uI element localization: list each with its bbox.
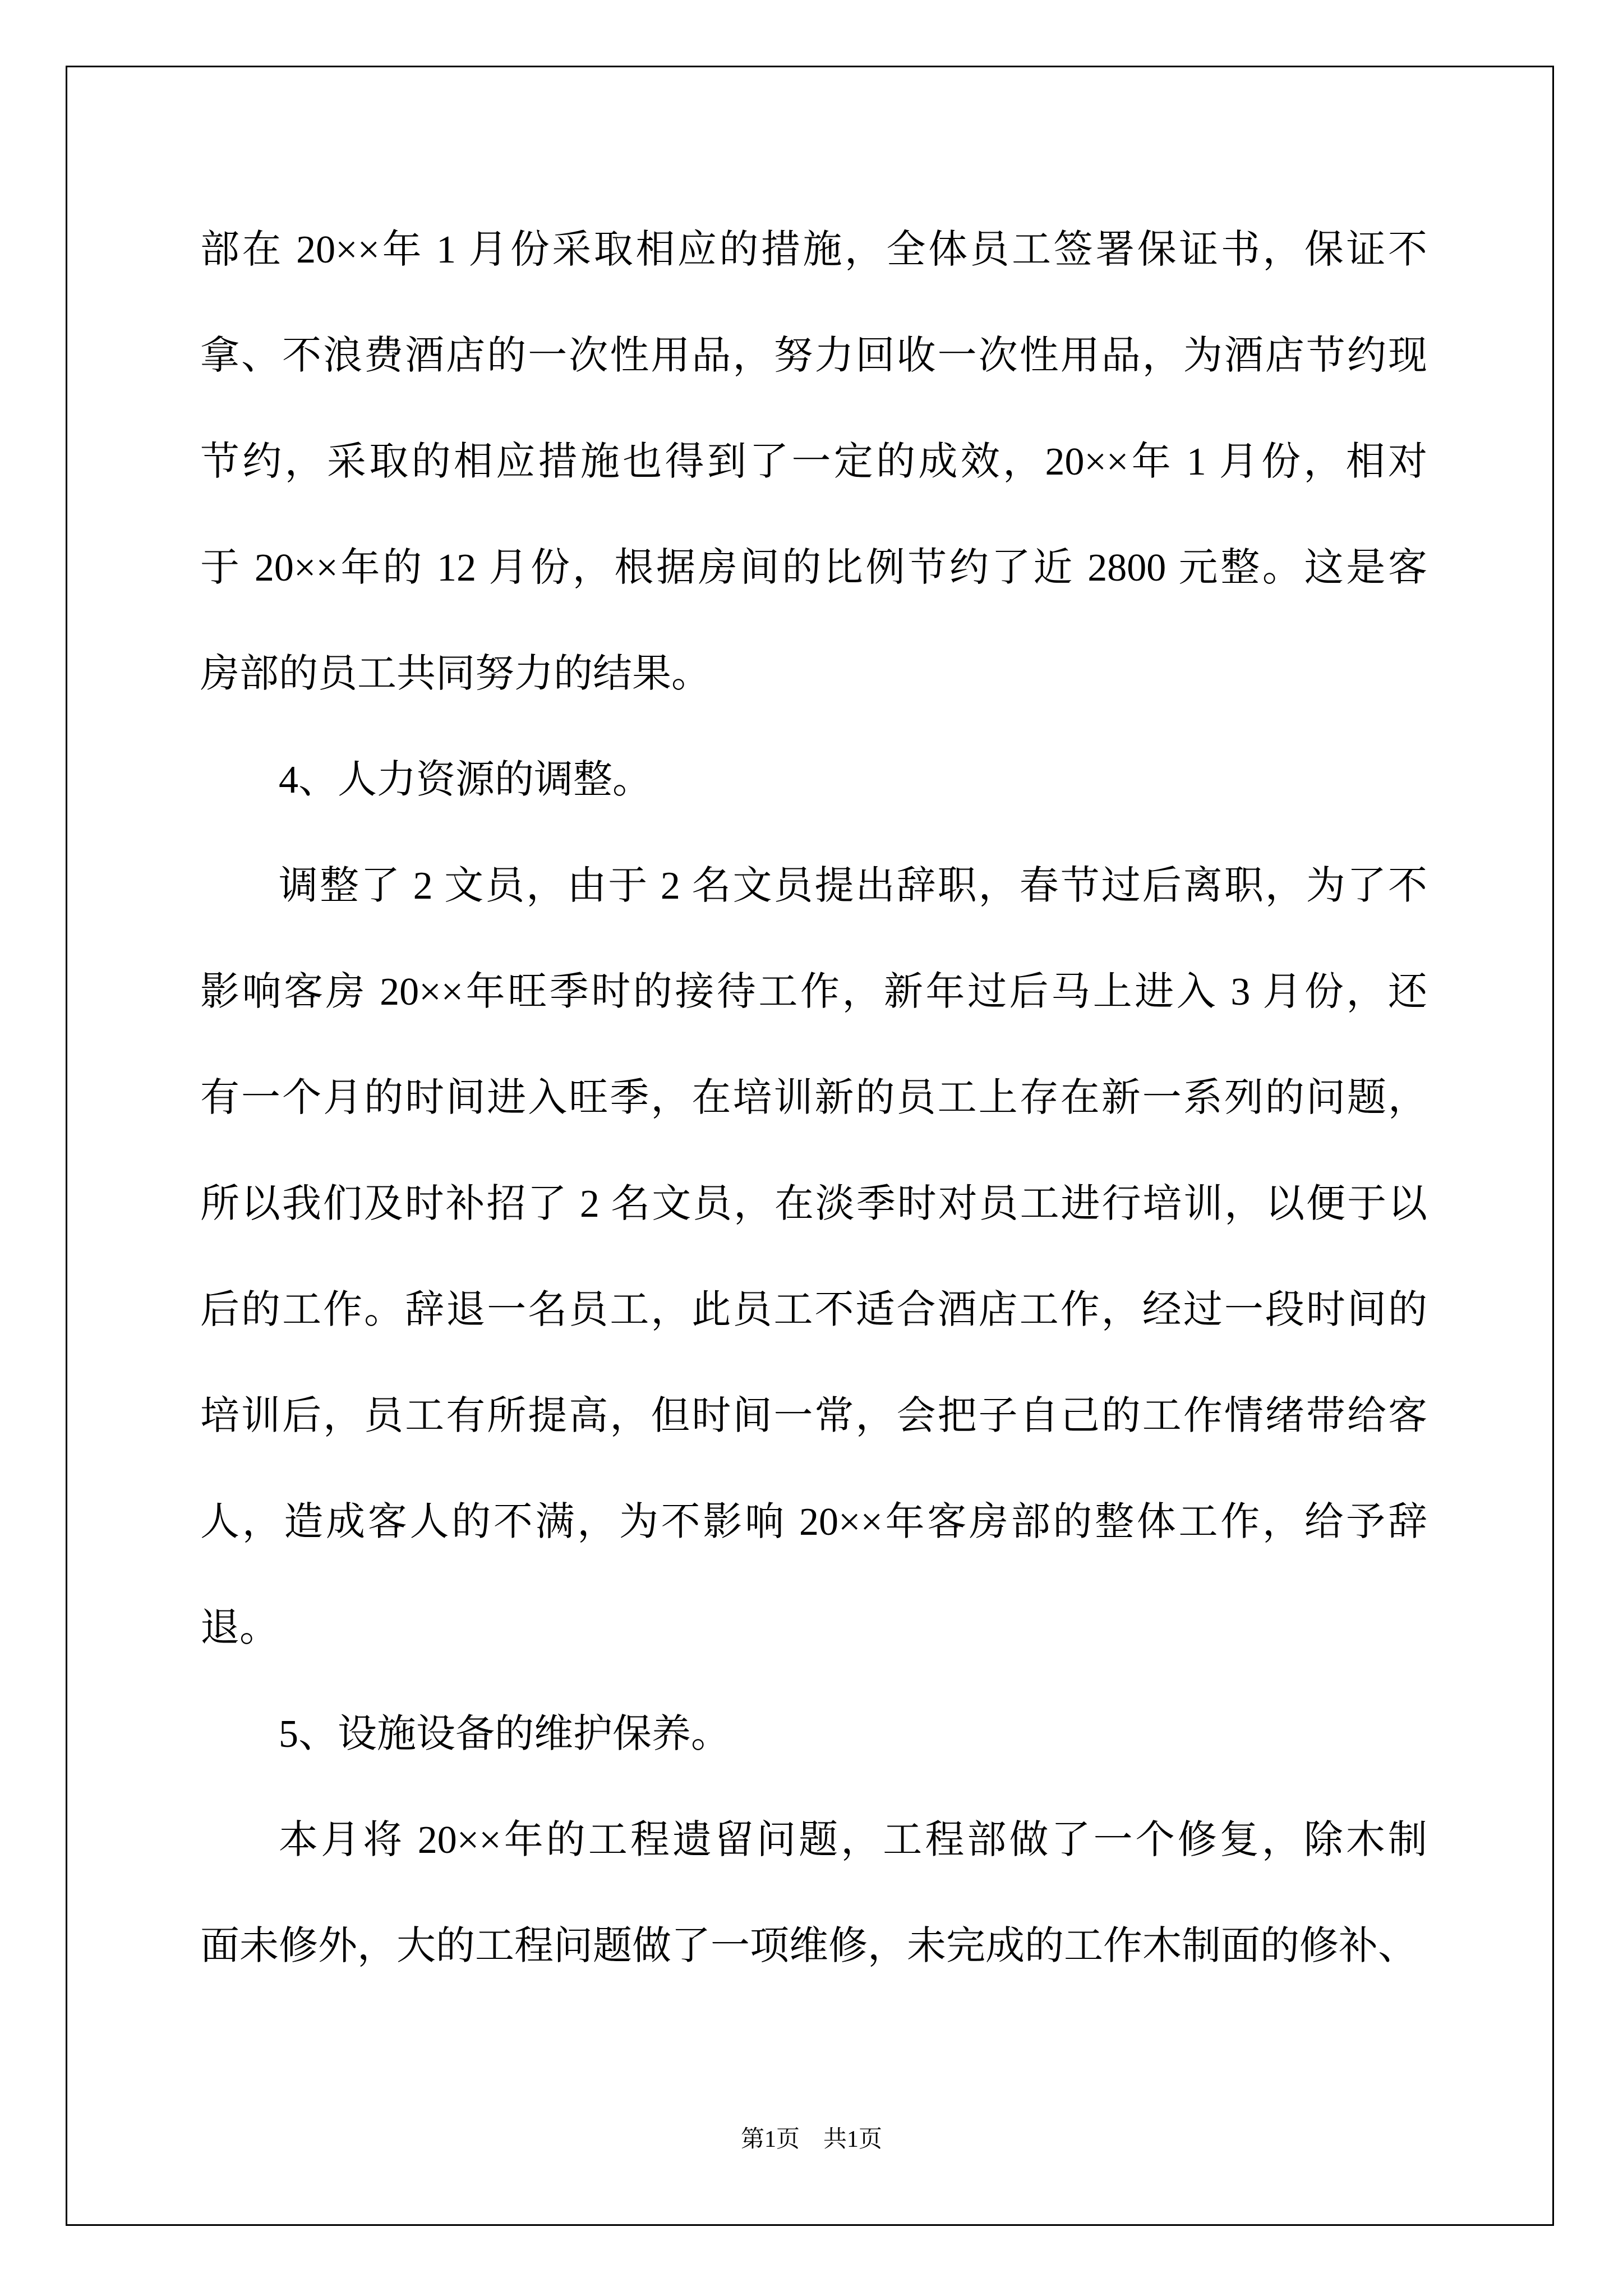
text-line: 房部的员工共同努力的结果。: [200, 652, 711, 696]
text-line: 有一个月的时间进入旺季，在培训新的员工上存在新一系列的问题，: [200, 1076, 1427, 1120]
text-line: 所以我们及时补招了 2 名文员，在淡季时对员工进行培训，以便于以: [200, 1182, 1427, 1226]
paragraph: [200, 833, 1427, 1681]
section-heading: [200, 1681, 1427, 1787]
text-line: 培训后，员工有所提高，但时间一常，会把子自己的工作情绪带给客: [200, 1395, 1427, 1438]
paragraph: [200, 1787, 1427, 1999]
text-line: 退。: [200, 1607, 279, 1650]
text-line: 后的工作。辞退一名员工，此员工不适合酒店工作，经过一段时间的: [200, 1289, 1427, 1332]
text-line: 部在 20××年 1 月份采取相应的措施，全体员工签署保证书，保证不: [200, 228, 1427, 272]
page-number: 第1页 共1页: [740, 2127, 882, 2152]
text-line: 调整了 2 文员，由于 2 名文员提出辞职，春节过后离职，为了不: [279, 864, 1427, 908]
text-line: 本月将 20××年的工程遗留问题，工程部做了一个修复，除木制: [279, 1819, 1427, 1862]
text-line: 人，造成客人的不满，为不影响 20××年客房部的整体工作，给予辞: [200, 1501, 1427, 1544]
paragraph: [200, 197, 1427, 727]
text-line: 于 20××年的 12 月份，根据房间的比例节约了近 2800 元整。这是客: [200, 546, 1427, 590]
text-line: 5、设施设备的维护保养。: [279, 1713, 730, 1756]
page-footer: [0, 2123, 1623, 2156]
text-line: 4、人力资源的调整。: [279, 758, 652, 802]
text-line: 节约，采取的相应措施也得到了一定的成效，20××年 1 月份，相对: [200, 440, 1427, 484]
text-line: 拿、不浪费酒店的一次性用品，努力回收一次性用品，为酒店节约现: [200, 334, 1427, 378]
text-line: 影响客房 20××年旺季时的接待工作，新年过后马上进入 3 月份，还: [200, 970, 1427, 1014]
text-line: 面未修外，大的工程问题做了一项维修，未完成的工作木制面的修补、: [200, 1925, 1417, 1968]
section-heading: [200, 727, 1427, 833]
body-text: [200, 197, 1427, 1999]
